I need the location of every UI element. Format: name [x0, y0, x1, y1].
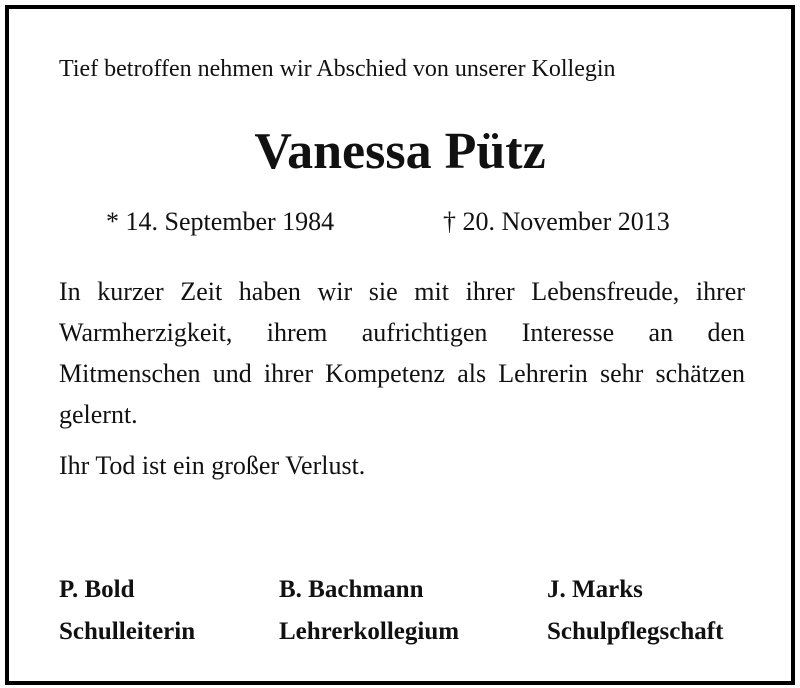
signer-name: J. Marks	[547, 576, 643, 603]
signer-block	[279, 569, 459, 653]
signer-block	[547, 569, 723, 653]
birth-date: * 14. September 1984	[106, 207, 335, 236]
deceased-name: Vanessa Pütz	[254, 123, 546, 180]
signer-name: B. Bachmann	[279, 576, 424, 603]
tribute-paragraph: In kurzer Zeit haben wir sie mit ihrer Lebensfreude, ihrer Warmherzigkeit, ihrem aufrichtigen Interesse an den Mitmenschen und ihrer Kompetenz als Lehrerin sehr schätzen gelernt.	[59, 277, 745, 429]
signer-name: P. Bold	[59, 576, 135, 603]
signer-role: Schulpflegschaft	[547, 618, 724, 645]
death-date: † 20. November 2013	[443, 207, 670, 236]
signer-role: Lehrerkollegium	[279, 618, 460, 645]
signer-role: Schulleiterin	[59, 618, 196, 645]
signer-block	[59, 569, 195, 653]
intro-text: Tief betroffen nehmen wir Abschied von unserer Kollegin	[59, 56, 616, 82]
closing-line: Ihr Tod ist ein großer Verlust.	[59, 451, 366, 480]
obituary-notice	[5, 5, 795, 685]
